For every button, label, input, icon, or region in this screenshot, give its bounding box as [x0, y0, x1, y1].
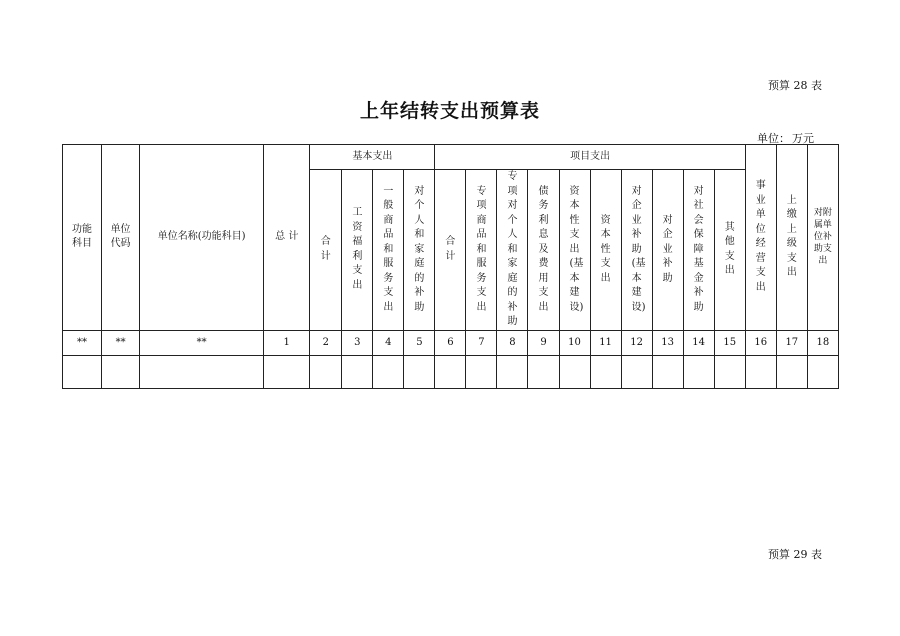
- header-func-subject: [63, 145, 102, 331]
- index-cell: 14: [683, 330, 714, 355]
- empty-cell: [745, 355, 776, 388]
- page-code-top: 预算 28 表: [768, 79, 822, 92]
- index-cell: 10: [559, 330, 590, 355]
- index-cell: 2: [310, 330, 342, 355]
- unit-value: 万元: [792, 132, 814, 145]
- header-unit-code: [102, 145, 140, 331]
- header-project-debt-interest-text: 债务利息及费用支出: [538, 185, 549, 313]
- header-project-capital-construction: [559, 170, 590, 331]
- empty-cell: [559, 355, 590, 388]
- empty-cell: [807, 355, 838, 388]
- header-business-text: 事业单位经营支出: [755, 180, 766, 293]
- header-basic-goods: [373, 170, 404, 331]
- header-project-subtotal: [435, 170, 466, 331]
- header-basic-wage-text: 工资福利支出: [352, 207, 363, 291]
- index-cell: 4: [373, 330, 404, 355]
- unit-label-text: 单位：: [757, 132, 790, 145]
- header-project-enterprise-construction-text: 对企业补助(基本建设): [631, 185, 646, 313]
- empty-cell: [373, 355, 404, 388]
- header-basic-goods-text: 一般商品和服务支出: [383, 185, 394, 313]
- index-cell: 9: [528, 330, 559, 355]
- header-project-special-goods-text: 专项商品和服务支出: [476, 185, 487, 313]
- index-cell: 12: [621, 330, 652, 355]
- header-basic-subtotal: [310, 170, 342, 331]
- empty-cell: [683, 355, 714, 388]
- header-total: 总 计: [264, 145, 310, 331]
- header-basic-personal: [404, 170, 435, 331]
- empty-cell: [714, 355, 745, 388]
- empty-cell: [466, 355, 497, 388]
- index-cell: **: [63, 330, 102, 355]
- index-cell: 7: [466, 330, 497, 355]
- index-cell: 11: [590, 330, 621, 355]
- empty-cell: [497, 355, 528, 388]
- index-cell: **: [140, 330, 264, 355]
- header-project-special-personal-text: 专项对个人和家庭的补助: [507, 171, 518, 327]
- empty-cell: [528, 355, 559, 388]
- empty-cell: [310, 355, 342, 388]
- empty-cell: [102, 355, 140, 388]
- header-upper-text: 上缴上级支出: [786, 194, 797, 279]
- header-project-enterprise-construction: [621, 170, 652, 331]
- empty-cell: [140, 355, 264, 388]
- index-cell: **: [102, 330, 140, 355]
- header-unit-code-text: 单位代码: [110, 224, 131, 250]
- header-project-social-security: [683, 170, 714, 331]
- header-project-other: [714, 170, 745, 331]
- index-cell: 16: [745, 330, 776, 355]
- header-affiliated-text: 对附属单位补助支出: [813, 207, 832, 267]
- header-upper: [776, 145, 807, 331]
- header-project-subtotal-text: 合计: [445, 236, 456, 262]
- header-func-subject-text: 功能科目: [72, 224, 93, 250]
- empty-cell: [264, 355, 310, 388]
- empty-cell: [590, 355, 621, 388]
- index-cell: 6: [435, 330, 466, 355]
- header-project-other-text: 其他支出: [724, 221, 735, 277]
- index-cell: 3: [342, 330, 373, 355]
- header-project-capital: [590, 170, 621, 331]
- empty-cell: [435, 355, 466, 388]
- header-basic-wage: [342, 170, 373, 331]
- header-basic-group: 基本支出: [310, 145, 435, 170]
- index-cell: 1: [264, 330, 310, 355]
- header-project-social-security-text: 对社会保障基金补助: [693, 185, 704, 313]
- header-project-enterprise: [652, 170, 683, 331]
- header-affiliated: [807, 145, 838, 331]
- header-project-capital-construction-text: 资本性支出(基本建设): [569, 185, 584, 313]
- index-cell: 5: [404, 330, 435, 355]
- header-project-debt-interest: [528, 170, 559, 331]
- index-cell: 13: [652, 330, 683, 355]
- header-project-special-goods: [466, 170, 497, 331]
- index-cell: 8: [497, 330, 528, 355]
- header-project-capital-text: 资本性支出: [600, 214, 611, 284]
- page-title: 上年结转支出预算表: [359, 100, 540, 122]
- header-basic-subtotal-text: 合计: [320, 236, 331, 262]
- header-project-group: 项目支出: [435, 145, 745, 170]
- empty-cell: [652, 355, 683, 388]
- index-cell: 18: [807, 330, 838, 355]
- empty-cell: [776, 355, 807, 388]
- header-project-special-personal: [497, 170, 528, 331]
- empty-cell: [621, 355, 652, 388]
- empty-cell: [63, 355, 102, 388]
- header-project-enterprise-text: 对企业补助: [662, 214, 673, 284]
- empty-cell: [342, 355, 373, 388]
- budget-table: [62, 144, 839, 389]
- empty-cell: [404, 355, 435, 388]
- header-basic-personal-text: 对个人和家庭的补助: [414, 185, 425, 313]
- index-cell: 17: [776, 330, 807, 355]
- index-cell: 15: [714, 330, 745, 355]
- page-code-bottom: 预算 29 表: [768, 548, 822, 561]
- header-business: [745, 145, 776, 331]
- header-unit-name: 单位名称(功能科目): [140, 145, 264, 331]
